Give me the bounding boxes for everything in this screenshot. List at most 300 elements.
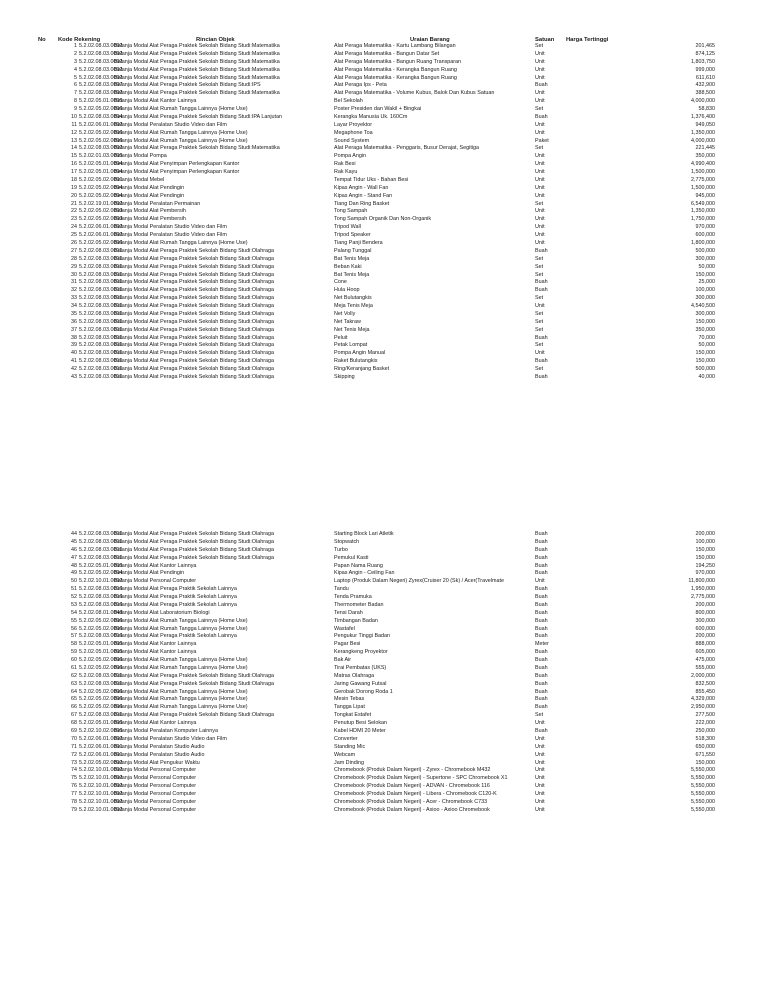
- satuan-cell: Buah: [535, 554, 548, 561]
- row-number-cell: 72: [71, 751, 77, 758]
- uraian-barang-cell: Converter: [334, 735, 358, 742]
- kode-rekening-cell: 5.2.02.05.02.0004: [79, 570, 123, 577]
- satuan-cell: Unit: [535, 216, 545, 223]
- harga-tertinggi-cell: 600,000: [695, 625, 715, 632]
- header-harga: Harga Tertinggi: [566, 37, 609, 43]
- row-number-cell: 63: [71, 680, 77, 687]
- uraian-barang-cell: Turbo: [334, 546, 348, 553]
- kode-rekening-cell: 5.2.02.08.03.0011: [79, 358, 123, 365]
- row-number-cell: 4: [74, 66, 77, 73]
- row-number-cell: 48: [71, 562, 77, 569]
- kode-rekening-cell: 5.2.02.08.03.0011: [79, 680, 123, 687]
- harga-tertinggi-cell: 945,000: [695, 192, 715, 199]
- harga-tertinggi-cell: 2,000,000: [691, 672, 715, 679]
- kode-rekening-cell: 5.2.02.05.01.0004: [79, 169, 123, 176]
- satuan-cell: Buah: [535, 334, 548, 341]
- harga-tertinggi-cell: 949,050: [695, 121, 715, 128]
- satuan-cell: Buah: [535, 601, 548, 608]
- satuan-cell: Buah: [535, 586, 548, 593]
- kode-rekening-cell: 5.2.02.05.02.0006: [79, 664, 123, 671]
- harga-tertinggi-cell: 605,000: [695, 649, 715, 656]
- kode-rekening-cell: 5.2.02.08.03.0016: [79, 601, 123, 608]
- kode-rekening-cell: 5.2.02.08.03.0011: [79, 350, 123, 357]
- uraian-barang-cell: Rak Besi: [334, 161, 356, 168]
- rincian-objek-cell: Belanja Modal Alat Peraga Praktik Sekolah Lainnya: [114, 594, 237, 601]
- uraian-barang-cell: Webcam: [334, 751, 356, 758]
- harga-tertinggi-cell: 50,000: [698, 263, 715, 270]
- satuan-cell: Unit: [535, 192, 545, 199]
- harga-tertinggi-cell: 4,329,000: [691, 696, 715, 703]
- header-uraian: Uraian Barang: [410, 37, 450, 43]
- row-number-cell: 34: [71, 303, 77, 310]
- rincian-objek-cell: Belanja Modal Peralatan Studio Audio: [114, 743, 205, 750]
- row-number-cell: 50: [71, 578, 77, 585]
- uraian-barang-cell: Penutup Besi Selokan: [334, 720, 388, 727]
- uraian-barang-cell: Alat Peraga Matematika - Volume Kubus, Balok Dan Kubus Satuan: [334, 90, 495, 97]
- satuan-cell: Unit: [535, 161, 545, 168]
- row-number-cell: 13: [71, 137, 77, 144]
- harga-tertinggi-cell: 999,000: [695, 66, 715, 73]
- satuan-cell: Meter: [535, 641, 549, 648]
- harga-tertinggi-cell: 5,550,000: [691, 775, 715, 782]
- row-number-cell: 19: [71, 184, 77, 191]
- row-number-cell: 37: [71, 326, 77, 333]
- row-number-cell: 74: [71, 767, 77, 774]
- uraian-barang-cell: Alat Peraga Matematika - Kartu Lambang Bilangan: [334, 43, 456, 49]
- harga-tertinggi-cell: 150,000: [695, 271, 715, 278]
- satuan-cell: Buah: [535, 649, 548, 656]
- kode-rekening-cell: 5.2.02.10.01.0002: [79, 578, 123, 585]
- row-number-cell: 51: [71, 586, 77, 593]
- kode-rekening-cell: 5.2.02.08.03.0011: [79, 326, 123, 333]
- rincian-objek-cell: Belanja Modal Alat Rumah Tangga Lainnya (Home Use): [114, 106, 248, 113]
- harga-tertinggi-cell: 58,830: [698, 106, 715, 113]
- row-number-cell: 7: [74, 90, 77, 97]
- rincian-objek-cell: Belanja Modal Peralatan Studio Video dan Film: [114, 121, 227, 128]
- row-number-cell: 10: [71, 113, 77, 120]
- row-number-cell: 52: [71, 594, 77, 601]
- kode-rekening-cell: 5.2.02.05.01.0005: [79, 562, 123, 569]
- uraian-barang-cell: Pompa Angin: [334, 153, 367, 160]
- satuan-cell: Unit: [535, 735, 545, 742]
- harga-tertinggi-cell: 150,000: [695, 318, 715, 325]
- uraian-barang-cell: Papan Nama Ruang: [334, 562, 383, 569]
- kode-rekening-cell: 5.2.02.05.02.0006: [79, 688, 123, 695]
- uraian-barang-cell: Megaphone Toa: [334, 129, 373, 136]
- kode-rekening-cell: 5.2.02.08.03.0011: [79, 672, 123, 679]
- harga-tertinggi-cell: 5,550,000: [691, 767, 715, 774]
- rincian-objek-cell: Belanja Modal Alat Peraga Praktek Sekolah Bidang Studi:Matematika: [114, 90, 280, 97]
- uraian-barang-cell: Standing Mic: [334, 743, 366, 750]
- uraian-barang-cell: Pemukul Kasti: [334, 554, 369, 561]
- row-number-cell: 78: [71, 798, 77, 805]
- uraian-barang-cell: Tangga Lipat: [334, 704, 365, 711]
- rincian-objek-cell: Belanja Modal Alat Peraga Praktik Sekolah Lainnya: [114, 586, 237, 593]
- harga-tertinggi-cell: 1,350,000: [691, 208, 715, 215]
- harga-tertinggi-cell: 970,000: [695, 224, 715, 231]
- kode-rekening-cell: 5.2.02.08.03.0011: [79, 279, 123, 286]
- uraian-barang-cell: Net Volly: [334, 310, 356, 317]
- kode-rekening-cell: 5.2.02.01.03.0005: [79, 153, 123, 160]
- harga-tertinggi-cell: 300,000: [695, 295, 715, 302]
- uraian-barang-cell: Net Takraw: [334, 318, 361, 325]
- kode-rekening-cell: 5.2.02.10.01.0002: [79, 775, 123, 782]
- harga-tertinggi-cell: 300,000: [695, 255, 715, 262]
- row-number-cell: 28: [71, 255, 77, 262]
- row-number-cell: 24: [71, 224, 77, 231]
- row-number-cell: 18: [71, 176, 77, 183]
- harga-tertinggi-cell: 70,000: [698, 334, 715, 341]
- rincian-objek-cell: Belanja Modal Alat Peraga Praktek Sekolah Bidang Studi:Olahraga: [114, 271, 275, 278]
- uraian-barang-cell: Kerangka Manusia Uk. 160Cm: [334, 113, 408, 120]
- harga-tertinggi-cell: 200,000: [695, 633, 715, 640]
- row-number-cell: 46: [71, 546, 77, 553]
- harga-tertinggi-cell: 4,990,400: [691, 161, 715, 168]
- satuan-cell: Unit: [535, 798, 545, 805]
- harga-tertinggi-cell: 500,000: [695, 366, 715, 373]
- uraian-barang-cell: Jaring Gawang Futsal: [334, 680, 387, 687]
- satuan-cell: Buah: [535, 609, 548, 616]
- row-number-cell: 45: [71, 538, 77, 545]
- kode-rekening-cell: 5.2.02.08.03.0011: [79, 255, 123, 262]
- kode-rekening-cell: 5.2.02.05.02.0004: [79, 192, 123, 199]
- satuan-cell: Unit: [535, 578, 545, 585]
- harga-tertinggi-cell: 222,000: [695, 720, 715, 727]
- row-number-cell: 77: [71, 791, 77, 798]
- rincian-objek-cell: Belanja Modal Alat Peraga Praktek Sekolah Bidang Studi:Olahraga: [114, 334, 275, 341]
- uraian-barang-cell: Net Tenis Meja: [334, 326, 370, 333]
- rincian-objek-cell: Belanja Modal Alat Rumah Tangga Lainnya (Home Use): [114, 617, 248, 624]
- uraian-barang-cell: Stopwatch: [334, 538, 360, 545]
- uraian-barang-cell: Alat Peraga Ips - Peta: [334, 82, 387, 89]
- harga-tertinggi-cell: 277,500: [695, 712, 715, 719]
- uraian-barang-cell: Chromebook (Produk Dalam Negeri) - Acer - Chromebook C733: [334, 798, 488, 805]
- kode-rekening-cell: 5.2.02.08.03.0011: [79, 310, 123, 317]
- harga-tertinggi-cell: 201,465: [695, 43, 715, 49]
- rincian-objek-cell: Belanja Modal Personal Computer: [114, 775, 197, 782]
- row-number-cell: 65: [71, 696, 77, 703]
- kode-rekening-cell: 5.2.02.10.01.0002: [79, 791, 123, 798]
- satuan-cell: Set: [535, 271, 544, 278]
- satuan-cell: Unit: [535, 176, 545, 183]
- uraian-barang-cell: Kipas Angin - Wall Fan: [334, 184, 389, 191]
- satuan-cell: Unit: [535, 232, 545, 239]
- harga-tertinggi-cell: 2,775,000: [691, 176, 715, 183]
- uraian-barang-cell: Tong Sampah: [334, 208, 368, 215]
- row-number-cell: 38: [71, 334, 77, 341]
- harga-tertinggi-cell: 800,000: [695, 609, 715, 616]
- rincian-objek-cell: Belanja Modal Alat Rumah Tangga Lainnya (Home Use): [114, 625, 248, 632]
- uraian-barang-cell: Kabel HDMI 20 Meter: [334, 728, 386, 734]
- rincian-objek-cell: Belanja Modal Alat Peraga Praktek Sekolah Bidang Studi:Olahraga: [114, 255, 275, 262]
- row-number-cell: 58: [71, 641, 77, 648]
- rincian-objek-cell: Belanja Modal Alat Peraga Praktek Sekolah Bidang Studi:Matematika: [114, 58, 280, 65]
- satuan-cell: Set: [535, 263, 544, 270]
- satuan-cell: Unit: [535, 783, 545, 790]
- rincian-objek-cell: Belanja Modal Alat Peraga Praktek Sekolah Bidang Studi:Olahraga: [114, 303, 275, 310]
- rincian-objek-cell: Belanja Modal Alat Pendingin: [114, 184, 185, 191]
- satuan-cell: Unit: [535, 806, 545, 813]
- kode-rekening-cell: 5.2.02.08.03.0011: [79, 303, 123, 310]
- kode-rekening-cell: 5.2.02.08.03.0011: [79, 342, 123, 349]
- satuan-cell: Buah: [535, 704, 548, 711]
- harga-tertinggi-cell: 874,125: [695, 50, 715, 57]
- satuan-cell: Set: [535, 145, 544, 152]
- satuan-cell: Buah: [535, 531, 548, 537]
- satuan-cell: Unit: [535, 50, 545, 57]
- uraian-barang-cell: Tiang Panji Bendera: [334, 240, 383, 246]
- rincian-objek-cell: Belanja Modal Alat Pengukur Waktu: [114, 759, 200, 766]
- kode-rekening-cell: 5.2.02.08.01.0048: [79, 609, 123, 616]
- rincian-objek-cell: Belanja Modal Alat Peraga Praktek Sekolah Bidang Studi:Olahraga: [114, 310, 275, 317]
- kode-rekening-cell: 5.2.02.05.02.0004: [79, 184, 123, 191]
- rincian-objek-cell: Belanja Modal Alat Peraga Praktek Sekolah Bidang Studi:Olahraga: [114, 247, 275, 254]
- uraian-barang-cell: Alat Peraga Matematika - Kerangka Bangun Ruang: [334, 74, 457, 81]
- harga-tertinggi-cell: 300,000: [695, 310, 715, 317]
- row-number-cell: 62: [71, 672, 77, 679]
- rincian-objek-cell: Belanja Modal Alat Rumah Tangga Lainnya (Home Use): [114, 696, 248, 703]
- satuan-cell: Buah: [535, 373, 548, 380]
- satuan-cell: Paket: [535, 137, 549, 144]
- uraian-barang-cell: Meja Tenis Meja: [334, 303, 373, 310]
- kode-rekening-cell: 5.2.02.06.01.0002: [79, 224, 123, 231]
- row-number-cell: 66: [71, 704, 77, 711]
- harga-tertinggi-cell: 350,000: [695, 326, 715, 333]
- uraian-barang-cell: Poster Presiden dan Wakil + Bingkai: [334, 106, 422, 113]
- kode-rekening-cell: 5.2.02.08.03.0016: [79, 594, 123, 601]
- harga-tertinggi-cell: 2,950,000: [691, 704, 715, 711]
- uraian-barang-cell: Alat Peraga Matematika - Penggaris, Busur Derajat, Segitiga: [334, 145, 480, 152]
- kode-rekening-cell: 5.2.02.06.01.0002: [79, 232, 123, 239]
- kode-rekening-cell: 5.2.02.08.03.0011: [79, 373, 123, 380]
- row-number-cell: 40: [71, 350, 77, 357]
- satuan-cell: Unit: [535, 66, 545, 73]
- uraian-barang-cell: Kipas Angin - Ceiling Fan: [334, 570, 395, 577]
- row-number-cell: 60: [71, 657, 77, 664]
- rincian-objek-cell: Belanja Modal Alat Peraga Praktek Sekolah Bidang Studi:Matematika: [114, 145, 280, 152]
- row-number-cell: 31: [71, 279, 77, 286]
- harga-tertinggi-cell: 100,000: [695, 287, 715, 294]
- uraian-barang-cell: Alat Peraga Matematika - Kerangka Bangun Ruang: [334, 66, 457, 73]
- row-number-cell: 35: [71, 310, 77, 317]
- harga-tertinggi-cell: 150,000: [695, 350, 715, 357]
- kode-rekening-cell: 5.2.02.05.02.0006: [79, 240, 123, 246]
- uraian-barang-cell: Kipas Angin - Stand Fan: [334, 192, 393, 199]
- rincian-objek-cell: Belanja Modal Alat Peraga Praktek Sekolah Bidang Studi:Olahraga: [114, 366, 275, 373]
- satuan-cell: Buah: [535, 625, 548, 632]
- harga-tertinggi-cell: 194,250: [695, 562, 715, 569]
- rincian-objek-cell: Belanja Modal Alat Rumah Tangga Lainnya (Home Use): [114, 664, 248, 671]
- kode-rekening-cell: 5.2.02.05.01.0004: [79, 161, 123, 168]
- kode-rekening-cell: 5.2.02.10.02.0005: [79, 728, 123, 734]
- satuan-cell: Unit: [535, 98, 545, 105]
- kode-rekening-cell: 5.2.02.05.02.0006: [79, 129, 123, 136]
- satuan-cell: Unit: [535, 129, 545, 136]
- header-satuan: Satuan: [535, 37, 555, 43]
- kode-rekening-cell: 5.2.02.08.03.0002: [79, 50, 123, 57]
- row-number-cell: 20: [71, 192, 77, 199]
- harga-tertinggi-cell: 5,550,000: [691, 806, 715, 813]
- row-number-cell: 56: [71, 625, 77, 632]
- row-number-cell: 21: [71, 200, 77, 207]
- uraian-barang-cell: Bel Sekolah: [334, 98, 363, 105]
- satuan-cell: Unit: [535, 720, 545, 727]
- rincian-objek-cell: Belanja Modal Alat Pendingin: [114, 192, 185, 199]
- kode-rekening-cell: 5.2.02.08.03.0002: [79, 74, 123, 81]
- satuan-cell: Buah: [535, 570, 548, 577]
- rincian-objek-cell: Belanja Modal Mebel: [114, 176, 165, 183]
- satuan-cell: Buah: [535, 247, 548, 254]
- harga-tertinggi-cell: 11,800,000: [688, 578, 715, 585]
- kode-rekening-cell: 5.2.02.05.02.0006: [79, 625, 123, 632]
- kode-rekening-cell: 5.2.02.08.03.0011: [79, 538, 123, 545]
- harga-tertinggi-cell: 518,300: [695, 735, 715, 742]
- satuan-cell: Unit: [535, 759, 545, 766]
- row-number-cell: 54: [71, 609, 77, 616]
- harga-tertinggi-cell: 150,000: [695, 554, 715, 561]
- kode-rekening-cell: 5.2.02.05.01.0005: [79, 649, 123, 656]
- kode-rekening-cell: 5.2.02.08.03.0002: [79, 145, 123, 152]
- satuan-cell: Buah: [535, 617, 548, 624]
- satuan-cell: Unit: [535, 350, 545, 357]
- kode-rekening-cell: 5.2.02.05.01.0005: [79, 641, 123, 648]
- satuan-cell: Buah: [535, 672, 548, 679]
- row-number-cell: 2: [74, 50, 77, 57]
- harga-tertinggi-cell: 600,000: [695, 232, 715, 239]
- harga-tertinggi-cell: 432,900: [695, 82, 715, 89]
- harga-tertinggi-cell: 50,000: [698, 342, 715, 349]
- rincian-objek-cell: Belanja Modal Alat Peraga Praktek Sekolah Bidang Studi:Olahraga: [114, 342, 275, 349]
- satuan-cell: Unit: [535, 153, 545, 160]
- harga-tertinggi-cell: 1,750,000: [691, 216, 715, 223]
- harga-tertinggi-cell: 300,000: [695, 617, 715, 624]
- satuan-cell: Buah: [535, 680, 548, 687]
- uraian-barang-cell: Net Bulutangkis: [334, 295, 372, 302]
- kode-rekening-cell: 5.2.02.05.02.0006: [79, 696, 123, 703]
- row-number-cell: 15: [71, 153, 77, 160]
- harga-tertinggi-cell: 388,500: [695, 90, 715, 97]
- uraian-barang-cell: Mesin Tebas: [334, 696, 365, 703]
- rincian-objek-cell: Belanja Modal Personal Computer: [114, 783, 197, 790]
- satuan-cell: Buah: [535, 546, 548, 553]
- row-number-cell: 41: [71, 358, 77, 365]
- uraian-barang-cell: Jam Dinding: [334, 759, 364, 766]
- kode-rekening-cell: 5.2.02.08.03.0004: [79, 113, 123, 120]
- kode-rekening-cell: 5.2.02.06.01.0002: [79, 121, 123, 128]
- satuan-cell: Unit: [535, 58, 545, 65]
- harga-tertinggi-cell: 200,000: [695, 531, 715, 537]
- uraian-barang-cell: Tenda Pramuka: [334, 594, 372, 601]
- satuan-cell: Buah: [535, 287, 548, 294]
- header-no: No: [38, 37, 46, 43]
- kode-rekening-cell: 5.2.02.06.01.0001: [79, 751, 123, 758]
- uraian-barang-cell: Tiang Dan Ring Basket: [334, 200, 390, 207]
- harga-tertinggi-cell: 40,000: [698, 373, 715, 380]
- rincian-objek-cell: Belanja Modal Personal Computer: [114, 791, 197, 798]
- satuan-cell: Buah: [535, 664, 548, 671]
- uraian-barang-cell: Matras Olahraga: [334, 672, 375, 679]
- satuan-cell: Set: [535, 712, 544, 719]
- uraian-barang-cell: Kerangkeng Proyektor: [334, 649, 388, 656]
- kode-rekening-cell: 5.2.02.05.02.0006: [79, 704, 123, 711]
- rincian-objek-cell: Belanja Modal Alat Rumah Tangga Lainnya (Home Use): [114, 137, 248, 144]
- rincian-objek-cell: Belanja Modal Personal Computer: [114, 578, 197, 585]
- satuan-cell: Buah: [535, 696, 548, 703]
- rincian-objek-cell: Belanja Modal Alat Rumah Tangga Lainnya (Home Use): [114, 704, 248, 711]
- satuan-cell: Unit: [535, 90, 545, 97]
- kode-rekening-cell: 5.2.02.05.02.0006: [79, 137, 123, 144]
- row-number-cell: 26: [71, 240, 77, 246]
- rincian-objek-cell: Belanja Modal Alat Peraga Praktek Sekolah Bidang Studi:Olahraga: [114, 554, 275, 561]
- satuan-cell: Set: [535, 43, 544, 49]
- rincian-objek-cell: Belanja Modal Alat Peraga Praktek Sekolah Bidang Studi:Olahraga: [114, 295, 275, 302]
- uraian-barang-cell: Bat Tenis Meja: [334, 271, 370, 278]
- satuan-cell: Set: [535, 318, 544, 325]
- kode-rekening-cell: 5.2.02.08.03.0011: [79, 318, 123, 325]
- satuan-cell: Set: [535, 310, 544, 317]
- row-number-cell: 70: [71, 735, 77, 742]
- harga-tertinggi-cell: 1,376,400: [691, 113, 715, 120]
- satuan-cell: Unit: [535, 74, 545, 81]
- kode-rekening-cell: 5.2.02.19.01.0002: [79, 200, 123, 207]
- harga-tertinggi-cell: 855,450: [695, 688, 715, 695]
- rincian-objek-cell: Belanja Modal Alat Kantor Lainnya: [114, 562, 197, 569]
- satuan-cell: Unit: [535, 240, 545, 246]
- satuan-cell: Set: [535, 342, 544, 349]
- harga-tertinggi-cell: 6,549,000: [691, 200, 715, 207]
- uraian-barang-cell: Tempat Tidur Uks - Bahan Besi: [334, 176, 409, 183]
- rincian-objek-cell: Belanja Modal Alat Peraga Praktek Sekolah Bidang Studi:Olahraga: [114, 680, 275, 687]
- row-number-cell: 12: [71, 129, 77, 136]
- satuan-cell: Unit: [535, 184, 545, 191]
- rincian-objek-cell: Belanja Modal Alat Pembersih: [114, 216, 186, 223]
- satuan-cell: Set: [535, 366, 544, 373]
- rincian-objek-cell: Belanja Modal Peralatan Studio Video dan Film: [114, 735, 227, 742]
- row-number-cell: 49: [71, 570, 77, 577]
- kode-rekening-cell: 5.2.02.08.03.0011: [79, 546, 123, 553]
- satuan-cell: Buah: [535, 657, 548, 664]
- rincian-objek-cell: Belanja Modal Alat Peraga Praktek Sekolah Bidang Studi:IPS: [114, 82, 261, 89]
- rincian-objek-cell: Belanja Modal Alat Peraga Praktek Sekolah Bidang Studi:Olahraga: [114, 538, 275, 545]
- uraian-barang-cell: Bak Air: [334, 657, 352, 664]
- uraian-barang-cell: Starting Block Lari Atletik: [334, 531, 394, 537]
- uraian-barang-cell: Cone: [334, 279, 347, 286]
- uraian-barang-cell: Gerobak Dorong Roda 1: [334, 688, 393, 695]
- row-number-cell: 25: [71, 232, 77, 239]
- satuan-cell: Buah: [535, 688, 548, 695]
- kode-rekening-cell: 5.2.02.05.02.0003: [79, 208, 123, 215]
- row-number-cell: 69: [71, 728, 77, 734]
- harga-tertinggi-cell: 555,000: [695, 664, 715, 671]
- row-number-cell: 16: [71, 161, 77, 168]
- row-number-cell: 55: [71, 617, 77, 624]
- satuan-cell: Set: [535, 295, 544, 302]
- satuan-cell: Unit: [535, 169, 545, 176]
- rincian-objek-cell: Belanja Modal Peralatan Komputer Lainnya: [114, 728, 218, 734]
- row-number-cell: 57: [71, 633, 77, 640]
- row-number-cell: 76: [71, 783, 77, 790]
- row-number-cell: 36: [71, 318, 77, 325]
- uraian-barang-cell: Alat Peraga Matematika - Bangun Datar Set: [334, 50, 440, 57]
- row-number-cell: 14: [71, 145, 77, 152]
- rincian-objek-cell: Belanja Modal Alat Peraga Praktek Sekolah Bidang Studi:Olahraga: [114, 279, 275, 286]
- kode-rekening-cell: 5.2.02.06.01.0002: [79, 735, 123, 742]
- satuan-cell: Unit: [535, 767, 545, 774]
- rincian-objek-cell: Belanja Modal Alat Peraga Praktek Sekolah Bidang Studi:Matematika: [114, 43, 280, 49]
- harga-tertinggi-cell: 200,000: [695, 601, 715, 608]
- kode-rekening-cell: 5.2.02.08.03.0011: [79, 554, 123, 561]
- rincian-objek-cell: Belanja Modal Alat Peraga Praktek Sekolah Bidang Studi:Olahraga: [114, 712, 275, 719]
